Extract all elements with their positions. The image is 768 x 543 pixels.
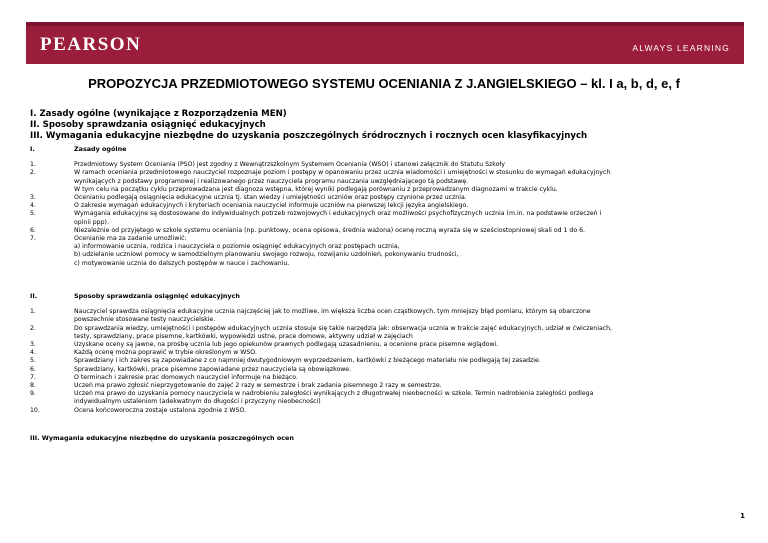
list-item-number: 8. — [30, 382, 36, 390]
page-number: 1 — [740, 512, 745, 520]
list-item-number: 4. — [30, 202, 36, 210]
list-item-line: Uzyskane oceny są jawne, na prośbę ucznia lub jego opiekunów prawnych podlegają uzasadnieniu, a ocenione prace pisemne wglądowi. — [74, 341, 499, 349]
list-item-number: 2. — [30, 169, 36, 177]
tagline: ALWAYS LEARNING — [632, 43, 730, 53]
list-item-line: powszechnie stosowane testy nauczycielskie. — [74, 316, 216, 324]
list-item-number: 6. — [30, 226, 36, 234]
list-item-line: opinii ppp). — [74, 218, 109, 226]
list-item-line: Wymagania edukacyjne są dostosowane do indywidualnych potrzeb rozwojowych i edukacyjnych oraz możliwości psychofizycznych ucznia (m.in. na podstawie orzeczeń i — [74, 210, 602, 218]
list-item-line: O terminach i zakresie prac domowych nauczyciel informuje na bieżąco. — [74, 373, 298, 381]
list-item-line: Przedmiotowy System Oceniania (PSO) jest zgodny z Wewnątrzszkolnym Systemem Oceniania (WSO) i stanowi załącznik do Statutu Szkoły — [74, 161, 505, 169]
list-item-number: 7. — [30, 235, 36, 243]
list-item-line: W tym celu na początku cyklu przeprowadzana jest diagnoza wstępna, której wyniki podlegają porównaniu z przeprowadzanym diagnozami w trakcie cyklu. — [74, 185, 558, 193]
list-item-text — [74, 210, 734, 226]
pearson-banner — [26, 22, 744, 64]
list-item-line: wynikających z podstawy programowej i realizowanego przez nauczyciela programu nauczania uwzględniającego tą podstawę. — [74, 177, 469, 185]
list-item-line: O zakresie wymagań edukacyjnych i kryteriach oceniania nauczyciel informuje uczniów na pierwszej lekcji języka angielskiego. — [74, 202, 469, 210]
list-item — [30, 366, 734, 374]
list-item-text — [74, 407, 734, 415]
part2-heading: Sposoby sprawdzania osiągnięć edukacyjnych — [74, 292, 240, 300]
list-item-number: 5. — [30, 357, 36, 365]
list-item-line: Uczeń ma prawo do uzyskania pomocy nauczyciela w nadrobieniu zaległości wynikających z długotrwałej nieobecności w szkole. Termin nadrobienia zaległości podlega — [74, 390, 594, 398]
list-item-text — [74, 390, 734, 406]
part1-general-rules — [30, 145, 734, 268]
list-item-line: Do sprawdzania wiedzy, umiejętności i postępów edukacyjnych ucznia stosuje się takie narzędzia jak: obserwacja ucznia w trakcie zajęć edukacyjnych, udział w ćwiczeniach, — [74, 324, 613, 332]
list-item — [30, 407, 734, 415]
list-item-line: Sprawdziany i ich zakres są zapowiadane z co najmniej dwutygodniowym wyprzedzeniem, kartkówki z bieżącego materiału nie podlegają tej zasadzie. — [74, 357, 541, 365]
list-item-line: Uczeń ma prawo zgłosić nieprzygotowanie do zajęć 2 razy w semestrze i brak zadania pisemnego 2 razy w semestrze. — [74, 382, 442, 390]
list-item-line: Ocenianiu podlegają osiągnięcia edukacyjne ucznia tj. stan wiedzy i umiejętności uczniów oraz postępy czynione przez ucznia. — [74, 194, 467, 202]
part2-heading-row — [30, 292, 734, 300]
part1-list — [30, 161, 734, 268]
list-item-line: a) informowanie ucznia, rodzica i nauczyciela o poziomie osiągnięć edukacyjnych oraz postępach ucznia, — [74, 243, 400, 251]
part2-number: II. — [30, 292, 38, 300]
list-item — [30, 227, 734, 235]
list-item-text — [74, 357, 734, 365]
section-summary-line: III. Wymagania edukacyjne niezbędne do uzyskania poszczególnych śródrocznych i rocznych ocen klasyfikacyjnych — [30, 130, 588, 141]
list-item-text — [74, 366, 734, 374]
list-item-number: 3. — [30, 341, 36, 349]
list-item-line: Nauczyciel sprawdza osiągnięcia edukacyjne ucznia najczęściej jak to możliwe, im większa liczba ocen cząstkowych, tym mniejszy błąd pomiaru, którym są obarczone — [74, 308, 591, 316]
part2-checking-methods — [30, 292, 734, 415]
list-item-text — [74, 235, 734, 268]
list-item-line: Niezależnie od przyjętego w szkole systemu oceniania (np. punktowy, ocena opisowa, średnia ważona) ocenę roczną wyraża się w sześciostopniowej skali od 1 do 6. — [74, 226, 586, 234]
list-item-number: 5. — [30, 210, 36, 218]
part2-list — [30, 308, 734, 415]
pearson-logo: PEARSON — [40, 34, 142, 55]
list-item-line: indywidualnym ustaleniom (adekwatnym do długości i przyczyny nieobecności) — [74, 398, 321, 406]
list-item-line: Ocena końcoworoczna zostaje ustalona zgodnie z WSO. — [74, 406, 247, 414]
list-item-number: 2. — [30, 324, 36, 332]
section-summary-line: I. Zasady ogólne (wynikające z Rozporządzenia MEN) — [30, 109, 287, 119]
list-item — [30, 382, 734, 390]
list-item — [30, 308, 734, 324]
list-item — [30, 235, 734, 268]
list-item — [30, 357, 734, 365]
list-item-line: Ocenianie ma za zadanie umożliwić: — [74, 235, 187, 243]
list-item-line: testy, sprawdziany, prace pisemne, kartkówki, wypowiedzi ustne, prace domowe, aktywny udział w zajęciach — [74, 332, 413, 340]
list-item-text — [74, 325, 734, 341]
list-item — [30, 325, 734, 341]
list-item-number: 10. — [30, 406, 40, 414]
list-item-text — [74, 341, 734, 349]
section-summary-line: II. Sposoby sprawdzania osiągnięć edukacyjnych — [30, 119, 266, 130]
list-item — [30, 374, 734, 382]
list-item-number: 4. — [30, 349, 36, 357]
list-item-line: b) udzielanie uczniowi pomocy w samodzielnym planowaniu swojego rozwoju, rozwijaniu uzdolnień, pokonywaniu trudności, — [74, 251, 459, 259]
list-item-line: Sprawdziany, kartkówki, prace pisemne zapowiadane przez nauczyciela są obowiązkowe. — [74, 365, 352, 373]
list-item-number: 1. — [30, 308, 36, 316]
list-item-text — [74, 374, 734, 382]
part1-heading: Zasady ogólne — [74, 145, 127, 153]
list-item — [30, 341, 734, 349]
section-summary — [30, 109, 587, 141]
list-item-text — [74, 169, 734, 194]
document-title: PROPOZYCJA PRZEDMIOTOWEGO SYSTEMU OCENIANIA Z J.ANGIELSKIEGO – kl. I a, b, d, e, f — [88, 76, 680, 91]
list-item-number: 6. — [30, 365, 36, 373]
list-item-line: W ramach oceniania przedmiotowego nauczyciel rozpoznaje poziom i postępy w opanowaniu przez ucznia wiadomości i umiejętności w stosunku do wymagań edukacyjnych — [74, 169, 611, 177]
list-item-number: 7. — [30, 373, 36, 381]
list-item-text — [74, 308, 734, 324]
list-item-number: 3. — [30, 194, 36, 202]
list-item-number: 1. — [30, 161, 36, 169]
list-item-line: Każdą ocenę można poprawić w trybie określonym w WSO. — [74, 349, 257, 357]
list-item-text — [74, 227, 734, 235]
part1-number: I. — [30, 145, 35, 153]
list-item — [30, 390, 734, 406]
list-item — [30, 210, 734, 226]
part3-heading: III. Wymagania edukacyjne niezbędne do uzyskania poszczególnych ocen — [30, 434, 294, 442]
list-item — [30, 194, 734, 202]
list-item-number: 9. — [30, 390, 36, 398]
list-item-line: c) motywowanie ucznia do dalszych postępów w nauce i zachowaniu. — [74, 259, 290, 267]
list-item — [30, 169, 734, 194]
list-item-text — [74, 382, 734, 390]
list-item-text — [74, 194, 734, 202]
part1-heading-row — [30, 145, 734, 153]
